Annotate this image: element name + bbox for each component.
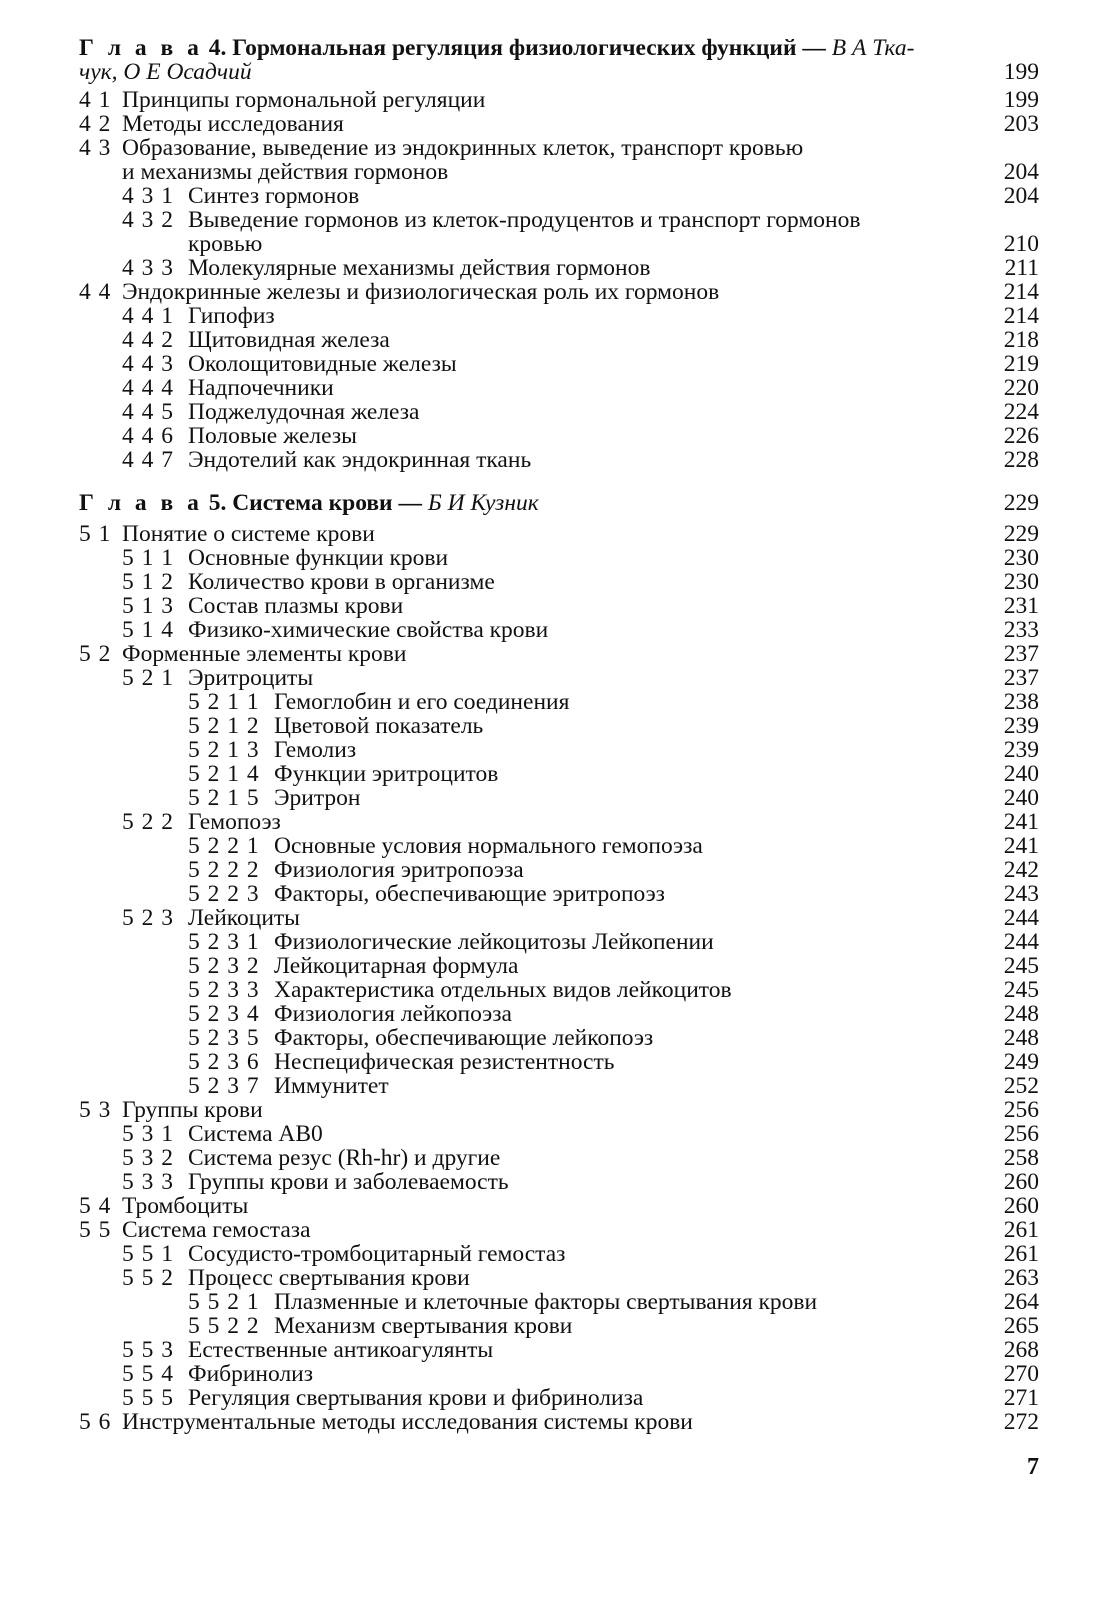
- toc-entry-number: 5 6: [79, 1409, 112, 1435]
- toc-entry-title: Молекулярные механизмы действия гормонов: [188, 255, 651, 281]
- toc-entry: [0, 618, 1039, 642]
- toc-entry-title: Основные условия нормального гемопоэза: [274, 833, 703, 859]
- toc-entry: [0, 1074, 1039, 1098]
- toc-entry: [0, 1146, 1039, 1170]
- toc-entry-page: 237: [1003, 665, 1039, 691]
- chapter-title: 5. Система крови —: [208, 490, 422, 516]
- toc-entry-number: 5 2 1 4: [188, 761, 260, 787]
- toc-entry-page: 245: [1003, 977, 1039, 1003]
- toc-entry-page: 252: [1003, 1073, 1039, 1099]
- toc-entry: [0, 1242, 1039, 1266]
- toc-entry-page: 218: [1003, 327, 1039, 353]
- toc-entry-number: 5 3 3: [122, 1169, 174, 1195]
- toc-entry: [0, 1218, 1039, 1242]
- toc-entry: [0, 184, 1039, 208]
- toc-entry-number: 5 5 5: [122, 1385, 174, 1411]
- chapter-label: Г л а в а: [79, 35, 203, 61]
- toc-entry-page: 248: [1003, 1001, 1039, 1027]
- toc-entry-title: Функции эритроцитов: [274, 761, 499, 787]
- toc-entry-page: 241: [1003, 833, 1039, 859]
- toc-entry-number: 5 5 2 2: [188, 1313, 260, 1339]
- toc-entry-title: Фибринолиз: [188, 1361, 314, 1387]
- toc-entry-number: 5 2 3 1: [188, 929, 260, 955]
- toc-entry-number: 5 3 2: [122, 1145, 174, 1171]
- toc-entry: [0, 328, 1039, 352]
- chapter-authors: Б И Кузник: [427, 490, 539, 516]
- toc-entry-number: 4 3 2: [122, 207, 174, 233]
- toc-entry-number: 5 3: [79, 1097, 112, 1123]
- toc-entry: [0, 1122, 1039, 1146]
- toc-entry: [0, 112, 1039, 136]
- toc-entry: [0, 642, 1039, 666]
- toc-entry-number: 5 5 2 1: [188, 1289, 260, 1315]
- toc-entry: [0, 762, 1039, 786]
- toc-entry: [0, 1170, 1039, 1194]
- toc-entry: [0, 954, 1039, 978]
- toc-entry-number: 5 3 1: [122, 1121, 174, 1147]
- toc-entry-title: Сосудисто-тромбоцитарный гемостаз: [188, 1241, 566, 1267]
- toc-entry-number: 5 1 1: [122, 545, 174, 571]
- toc-entry-title: Эритроциты: [188, 665, 314, 691]
- toc-entry: [0, 810, 1039, 834]
- toc-entry-number: 5 4: [79, 1193, 112, 1219]
- toc-entry-title: Цветовой показатель: [274, 713, 484, 739]
- toc-entry-title: Синтез гормонов: [188, 183, 360, 209]
- toc-entry-page: 224: [1003, 399, 1039, 425]
- toc-entry-page: 271: [1003, 1385, 1039, 1411]
- toc-entry-number: 4 1: [79, 87, 112, 113]
- toc-entry-title: Гемопоэз: [188, 809, 281, 835]
- toc-entry-title: Эндокринные железы и физиологическая роль их гормонов: [122, 279, 720, 305]
- toc-entry: [0, 666, 1039, 690]
- toc-entry: [0, 400, 1039, 424]
- toc-entry-page: 204: [1003, 159, 1039, 185]
- toc-entry-number: 5 2 2 1: [188, 833, 260, 859]
- toc-entry: [0, 834, 1039, 858]
- toc-entry-number: 5 2: [79, 641, 112, 667]
- toc-entry: [0, 1266, 1039, 1290]
- toc-entry: [0, 858, 1039, 882]
- toc-entry-title-cont: и механизмы действия гормонов: [122, 159, 449, 185]
- toc-entry-page: 214: [1003, 279, 1039, 305]
- toc-entry-number: 5 2 1 5: [188, 785, 260, 811]
- toc-entry: [0, 1314, 1039, 1338]
- toc-entry-page: 268: [1003, 1337, 1039, 1363]
- toc-entry-number: 4 3 3: [122, 255, 174, 281]
- toc-entry: [0, 690, 1039, 714]
- toc-entry-number: 5 2 2 2: [188, 857, 260, 883]
- toc-entry-title: Естественные антикоагулянты: [188, 1337, 494, 1363]
- toc-entry-page: 240: [1003, 761, 1039, 787]
- toc-entry-title: Иммунитет: [274, 1073, 389, 1099]
- toc-entry-page: 204: [1003, 183, 1039, 209]
- toc-entry-page: 244: [1003, 929, 1039, 955]
- toc-entry-title: Эндотелий как эндокринная ткань: [188, 447, 532, 473]
- chapter-authors: В А Тка-: [831, 35, 915, 61]
- toc-entry-page: 210: [1003, 231, 1039, 257]
- toc-entry-title: Система резус (Rh-hr) и другие: [188, 1145, 501, 1171]
- toc-entry-title: Группы крови и заболеваемость: [188, 1169, 509, 1195]
- toc-entry: [0, 1362, 1039, 1386]
- toc-entry-title: Выведение гормонов из клеток-продуцентов и транспорт гормонов: [188, 207, 861, 233]
- toc-entry-number: 4 4 7: [122, 447, 174, 473]
- toc-entry-title: Физиология лейкопоэза: [274, 1001, 512, 1027]
- toc-entry-page: 245: [1003, 953, 1039, 979]
- toc-entry-page: 241: [1003, 809, 1039, 835]
- toc-entry-page: 238: [1003, 689, 1039, 715]
- toc-entry-number: 4 4 2: [122, 327, 174, 353]
- toc-entry-number: 4 4 4: [122, 375, 174, 401]
- toc-entry-title: Гемолиз: [274, 737, 357, 763]
- toc-entry: [0, 1410, 1039, 1434]
- toc-entry-page: 258: [1003, 1145, 1039, 1171]
- toc-entry-title: Факторы, обеспечивающие лейкопоэз: [274, 1025, 654, 1051]
- toc-entry-page: 214: [1003, 303, 1039, 329]
- toc-entry-title: Околощитовидные железы: [188, 351, 457, 377]
- toc-entry: [0, 522, 1039, 546]
- toc-entry-title: Поджелудочная железа: [188, 399, 420, 425]
- toc-entry-page: 270: [1003, 1361, 1039, 1387]
- toc-entry-page: 265: [1003, 1313, 1039, 1339]
- toc-entry: [0, 304, 1039, 328]
- toc-entry-page: 239: [1003, 737, 1039, 763]
- toc-entry-page: 263: [1003, 1265, 1039, 1291]
- toc-entry-number: 5 2 3 6: [188, 1049, 260, 1075]
- toc-entry: [0, 1194, 1039, 1218]
- toc-entry-title: Группы крови: [122, 1097, 263, 1123]
- toc-entry-page: 264: [1003, 1289, 1039, 1315]
- toc-entry-number: 4 4 1: [122, 303, 174, 329]
- toc-entry: [0, 738, 1039, 762]
- toc-entry-page: 242: [1003, 857, 1039, 883]
- toc-entry-page: 228: [1003, 447, 1039, 473]
- toc-entry-page: 244: [1003, 905, 1039, 931]
- page-number: 7: [1027, 1454, 1039, 1480]
- toc-entry-page: 261: [1003, 1217, 1039, 1243]
- toc-entry: [0, 1050, 1039, 1074]
- toc-entry-title: Плазменные и клеточные факторы свертывания крови: [274, 1289, 818, 1315]
- chapter-title: 4. Гормональная регуляция физиологических функций —: [208, 35, 826, 61]
- toc-entry-title: Физико-химические свойства крови: [188, 617, 549, 643]
- toc-entry-title: Щитовидная железа: [188, 327, 390, 353]
- toc-entry-page: 203: [1003, 111, 1039, 137]
- toc-entry-number: 5 2 3 4: [188, 1001, 260, 1027]
- toc-entry-title: Характеристика отдельных видов лейкоцитов: [274, 977, 732, 1003]
- chapter-5-heading: [79, 491, 1039, 515]
- toc-entry-number: 4 3 1: [122, 183, 174, 209]
- toc-entry-title: Понятие о системе крови: [122, 521, 375, 547]
- toc-entry-title: Тромбоциты: [122, 1193, 249, 1219]
- toc-entry-number: 5 1 3: [122, 593, 174, 619]
- toc-entry-page: 231: [1003, 593, 1039, 619]
- toc-entry-number: 5 2 2: [122, 809, 174, 835]
- toc-entry: [0, 376, 1039, 400]
- toc-entry: [0, 88, 1039, 112]
- toc-entry-title: Методы исследования: [122, 111, 344, 137]
- chapter-label: Г л а в а: [79, 490, 203, 516]
- toc-entry-number: 5 5 3: [122, 1337, 174, 1363]
- toc-entry-page: 248: [1003, 1025, 1039, 1051]
- toc-entry-page: 249: [1003, 1049, 1039, 1075]
- toc-entry-title: Система AB0: [188, 1121, 323, 1147]
- chapter-page: 229: [1003, 490, 1039, 516]
- toc-entry-title: Количество крови в организме: [188, 569, 495, 595]
- toc-entry-page: 239: [1003, 713, 1039, 739]
- toc-entry-title: Физиологические лейкоцитозы Лейкопении: [274, 929, 714, 955]
- toc-entry: [0, 594, 1039, 618]
- toc-entry: [0, 1338, 1039, 1362]
- toc-entry: [0, 424, 1039, 448]
- toc-entry-page: 243: [1003, 881, 1039, 907]
- toc-entry-page: 229: [1003, 521, 1039, 547]
- toc-entry-page: 256: [1003, 1097, 1039, 1123]
- toc-entry-page: 219: [1003, 351, 1039, 377]
- toc-entry-number: 5 1 4: [122, 617, 174, 643]
- toc-entry-title: Факторы, обеспечивающие эритропоэз: [274, 881, 665, 907]
- toc-entry: [0, 256, 1039, 280]
- toc-entry-title: Образование, выведение из эндокринных клеток, транспорт кровью: [122, 135, 804, 161]
- toc-entry-page: 199: [1003, 87, 1039, 113]
- toc-entry: [0, 978, 1039, 1002]
- toc-entry-title: Надпочечники: [188, 375, 334, 401]
- toc-entry: [0, 1002, 1039, 1026]
- toc-entry-page: 261: [1003, 1241, 1039, 1267]
- toc-entry-page: 230: [1003, 545, 1039, 571]
- toc-entry-title-cont: кровью: [188, 231, 263, 257]
- toc-entry-number: 4 4: [79, 279, 112, 305]
- toc-entry-page: 256: [1003, 1121, 1039, 1147]
- toc-entry-number: 5 2 3 7: [188, 1073, 260, 1099]
- toc-entry-number: 4 2: [79, 111, 112, 137]
- toc-entry-page: 272: [1003, 1409, 1039, 1435]
- toc-entry-number: 4 4 6: [122, 423, 174, 449]
- toc-entry: [0, 882, 1039, 906]
- toc-entry: [0, 280, 1039, 304]
- toc-entry-title: Эритрон: [274, 785, 361, 811]
- chapter-authors-cont: чук, О Е Осадчий: [79, 59, 252, 85]
- toc-entry-title: Половые железы: [188, 423, 357, 449]
- toc-entry-title: Механизм свертывания крови: [274, 1313, 573, 1339]
- toc-entry-number: 5 2 3 3: [188, 977, 260, 1003]
- toc-entry-page: 260: [1003, 1193, 1039, 1219]
- toc-entry-number: 4 4 3: [122, 351, 174, 377]
- toc-entry-title: Гемоглобин и его соединения: [274, 689, 570, 715]
- toc-entry: [0, 1026, 1039, 1050]
- toc-entry-number: 5 2 3 5: [188, 1025, 260, 1051]
- toc-entry-number: 4 3: [79, 135, 112, 161]
- toc-entry: [0, 906, 1039, 930]
- toc-entry-number: 5 5: [79, 1217, 112, 1243]
- toc-entry-number: 5 1 2: [122, 569, 174, 595]
- toc-entry-number: 5 2 3 2: [188, 953, 260, 979]
- toc-entry-title: Инструментальные методы исследования системы крови: [122, 1409, 693, 1435]
- toc-entry-page: 260: [1003, 1169, 1039, 1195]
- toc-entry: [0, 352, 1039, 376]
- toc-entry: [0, 546, 1039, 570]
- toc-entry-page: 230: [1003, 569, 1039, 595]
- toc-entry-title: Система гемостаза: [122, 1217, 311, 1243]
- toc-entry-page: 233: [1003, 617, 1039, 643]
- toc-entry-title: Лейкоцитарная формула: [274, 953, 519, 979]
- toc-entry-title: Неспецифическая резистентность: [274, 1049, 615, 1075]
- toc-entry-number: 5 2 1 1: [188, 689, 260, 715]
- toc-entry-title: Состав плазмы крови: [188, 593, 404, 619]
- toc-entry-page: 226: [1003, 423, 1039, 449]
- toc-entry-title: Принципы гормональной регуляции: [122, 87, 486, 113]
- toc-entry: [0, 1290, 1039, 1314]
- toc-entry-page: 240: [1003, 785, 1039, 811]
- toc-entry-number: 5 2 1 2: [188, 713, 260, 739]
- toc-entry: [0, 208, 1039, 256]
- toc-entry-number: 5 5 1: [122, 1241, 174, 1267]
- toc-entry-page: 211: [1004, 255, 1039, 281]
- toc-entry-number: 4 4 5: [122, 399, 174, 425]
- toc-entry: [0, 786, 1039, 810]
- chapter-page: 199: [1003, 59, 1039, 85]
- toc-entry-number: 5 2 1 3: [188, 737, 260, 763]
- toc-entry-number: 5 5 4: [122, 1361, 174, 1387]
- toc-entry-number: 5 2 3: [122, 905, 174, 931]
- toc-entry: [0, 1386, 1039, 1410]
- toc-entry: [0, 136, 1039, 184]
- toc-entry: [0, 714, 1039, 738]
- toc-entry-title: Основные функции крови: [188, 545, 449, 571]
- toc-entry-title: Форменные элементы крови: [122, 641, 407, 667]
- toc-entry-title: Регуляция свертывания крови и фибринолиза: [188, 1385, 644, 1411]
- toc-entry: [0, 930, 1039, 954]
- toc-entry-title: Процесс свертывания крови: [188, 1265, 470, 1291]
- toc-entry-number: 5 5 2: [122, 1265, 174, 1291]
- toc-entry-title: Лейкоциты: [188, 905, 300, 931]
- toc-entry: [0, 1098, 1039, 1122]
- toc-entry-number: 5 2 1: [122, 665, 174, 691]
- toc-entry: [0, 448, 1039, 472]
- toc-entry-number: 5 2 2 3: [188, 881, 260, 907]
- toc-entry-page: 220: [1003, 375, 1039, 401]
- toc-entry-page: 237: [1003, 641, 1039, 667]
- toc-entry-title: Гипофиз: [188, 303, 275, 329]
- chapter-4-heading: [79, 36, 1039, 84]
- toc-entry-title: Физиология эритропоэза: [274, 857, 524, 883]
- toc-entry-number: 5 1: [79, 521, 112, 547]
- toc-entry: [0, 570, 1039, 594]
